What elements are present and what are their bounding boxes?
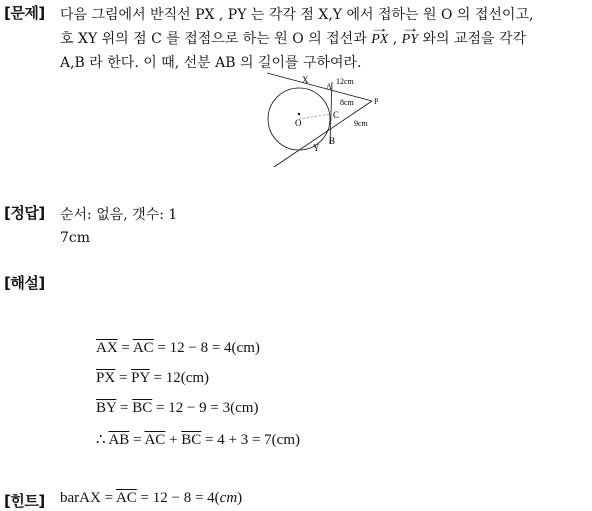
problem-text-2c: 와의 교점을 각각 xyxy=(418,31,527,47)
label-a: A xyxy=(326,82,332,91)
problem-text-line-3: A,B 라 한다. 이 때, 선분 AB 의 길이를 구하여라. xyxy=(60,55,362,71)
eq2-eq: = xyxy=(115,370,132,386)
eq4-right-2: $\overline{BC}$ xyxy=(181,432,202,448)
problem-text-line-1: 다음 그림에서 반직선 PX , PY 는 각각 점 X,Y 에서 접하는 원 O 의 접선이고, xyxy=(60,7,534,23)
eq4-plus: + xyxy=(165,432,182,448)
hint-text xyxy=(60,490,242,507)
eq3-rest: = 12 − 9 = 3(cm) xyxy=(152,400,259,416)
problem-label: [문제] xyxy=(4,4,45,22)
eq3-eq: = xyxy=(116,400,133,416)
tangent-px xyxy=(267,73,372,101)
eq4-eq: = xyxy=(129,432,145,448)
radius-oc xyxy=(299,114,330,119)
hint-label: [힌트] xyxy=(4,492,45,510)
eq2-right: $\overline{PY}$ xyxy=(131,370,150,386)
label-y: Y xyxy=(313,143,320,153)
label-x: X xyxy=(302,75,309,85)
label-len-12: 12cm xyxy=(336,77,354,86)
explanation-label: [해설] xyxy=(4,274,45,292)
vector-py: → PY xyxy=(402,32,418,48)
eq4-therefore: ∴ xyxy=(96,432,109,448)
eq4-rest: = 4 + 3 = 7(cm) xyxy=(201,432,300,448)
hint-overline: $\overline{AC}$ xyxy=(115,490,137,506)
problem-text-2a: 호 XY 위의 점 C 를 접점으로 하는 원 O 의 접선과 xyxy=(60,31,372,47)
eq2-rest: = 12(cm) xyxy=(149,370,210,386)
vector-px: → PX xyxy=(371,32,388,48)
label-len-8: 8cm xyxy=(340,98,354,107)
label-b: B xyxy=(329,136,336,146)
label-len-9: 9cm xyxy=(354,119,368,128)
eq1-rest: = 12 − 8 = 4(cm) xyxy=(153,340,260,356)
equation-3 xyxy=(96,400,258,417)
eq4-left: $\overline{AB}$ xyxy=(108,432,130,448)
answer-value: 7cm xyxy=(60,230,91,246)
equation-2 xyxy=(96,370,209,387)
problem-text-2b: , xyxy=(388,31,402,47)
answer-label: [정답] xyxy=(4,204,45,222)
eq1-left: $\overline{AX}$ xyxy=(96,340,118,356)
eq3-right: $\overline{BC}$ xyxy=(132,400,153,416)
geometry-figure xyxy=(262,70,392,170)
label-p: P xyxy=(374,97,379,106)
hint-pre: barAX = xyxy=(60,490,116,506)
tangent-ab xyxy=(330,82,332,144)
hint-mid: = 12 − 8 = 4( xyxy=(136,490,220,506)
problem-text-line-2 xyxy=(60,28,526,48)
eq2-left: $\overline{PX}$ xyxy=(96,370,116,386)
equation-4 xyxy=(96,430,300,449)
label-c: C xyxy=(333,110,340,120)
label-o: O xyxy=(295,118,302,128)
hint-unit: cm xyxy=(219,490,238,506)
answer-meta: 순서: 없음, 갯수: 1 xyxy=(60,207,178,223)
center-dot xyxy=(298,113,300,115)
eq1-eq: = xyxy=(117,340,133,356)
equation-1 xyxy=(96,340,260,357)
eq1-right: $\overline{AC}$ xyxy=(132,340,154,356)
eq4-right-1: $\overline{AC}$ xyxy=(144,432,166,448)
hint-post: ) xyxy=(237,490,243,506)
eq3-left: $\overline{BY}$ xyxy=(96,400,117,416)
tangent-py xyxy=(274,101,372,167)
